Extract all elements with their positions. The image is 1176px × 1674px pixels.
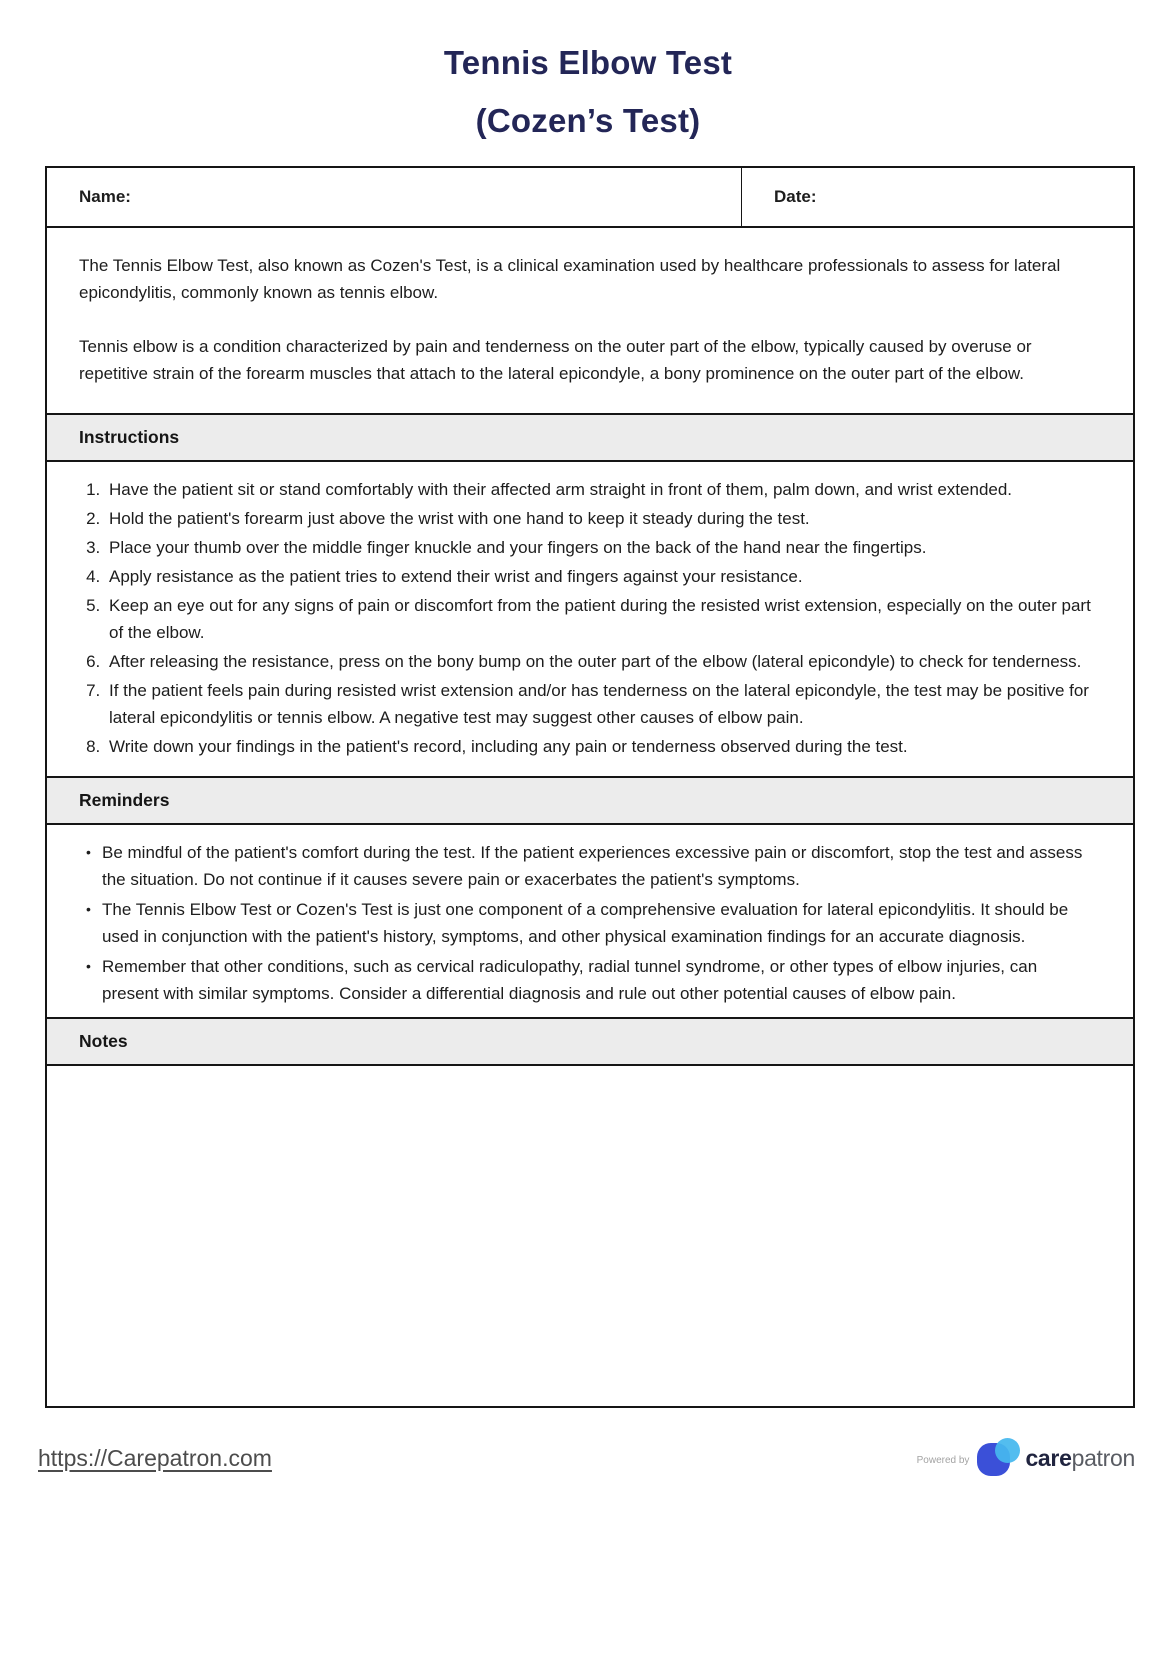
list-item: 6. After releasing the resistance, press on the bony bump on the outer part of the elbow (lateral epicondyle) to check for tenderness. <box>105 648 1097 675</box>
list-item: • Remember that other conditions, such as cervical radiculopathy, radial tunnel syndrome, or other types of elbow injuries, can present with similar symptoms. Consider a differential diagnosis and rule out other potential causes of elbow pain. <box>79 953 1097 1007</box>
logo-light-blob <box>995 1438 1020 1463</box>
list-item: 5. Keep an eye out for any signs of pain or discomfort from the patient during the resisted wrist extension, especially on the outer part of the elbow. <box>105 592 1097 646</box>
wordmark-care: care <box>1025 1444 1072 1471</box>
list-item: 4. Apply resistance as the patient tries to extend their wrist and fingers against your resistance. <box>105 563 1097 590</box>
document-page <box>0 44 1176 1478</box>
powered-by-label: Powered by <box>916 1454 970 1466</box>
list-item: 7. If the patient feels pain during resisted wrist extension and/or has tenderness on the lateral epicondyle, the test may be positive for lateral epicondylitis or tennis elbow. A negative test may suggest other causes of elbow pain. <box>105 677 1097 731</box>
wordmark-patron: patron <box>1071 1444 1135 1471</box>
instructions-list <box>79 476 1097 760</box>
page-title: Tennis Elbow Test <box>443 44 733 81</box>
list-item: 8. Write down your findings in the patient's record, including any pain or tenderness observed during the test. <box>105 733 1097 760</box>
list-item: • The Tennis Elbow Test or Cozen's Test is just one component of a comprehensive evaluation for lateral epicondylitis. It should be used in conjunction with the patient's history, symptoms, and other physical examination findings for an accurate diagnosis. <box>79 896 1097 950</box>
name-field <box>47 168 742 226</box>
date-field <box>742 168 1133 226</box>
carepatron-logo-icon <box>977 1438 1023 1478</box>
list-item: 2. Hold the patient's forearm just above the wrist with one hand to keep it steady during the test. <box>105 505 1097 532</box>
name-label: Name: <box>79 187 131 206</box>
form-body <box>45 166 1135 1408</box>
list-item: 1. Have the patient sit or stand comfortably with their affected arm straight in front of them, palm down, and wrist extended. <box>105 476 1097 503</box>
reminders-header: Reminders <box>47 776 1133 825</box>
intro-paragraph-2: Tennis elbow is a condition characterized by pain and tenderness on the outer part of the elbow, typically caused by overuse or repetitive strain of the forearm muscles that attach to the lateral epicondyle, a bony prominence on the outer part of the elbow. <box>79 337 1032 383</box>
intro-section <box>47 228 1133 413</box>
carepatron-brand <box>917 1438 1135 1478</box>
notes-header: Notes <box>47 1017 1133 1066</box>
date-label: Date: <box>774 187 817 206</box>
instructions-header: Instructions <box>47 413 1133 462</box>
list-item: 3. Place your thumb over the middle finger knuckle and your fingers on the back of the hand near the fingertips. <box>105 534 1097 561</box>
intro-paragraph-1: The Tennis Elbow Test, also known as Cozen's Test, is a clinical examination used by healthcare professionals to assess for lateral epicondylitis, commonly known as tennis elbow. <box>79 256 1061 302</box>
reminders-list <box>79 839 1097 1007</box>
footer <box>38 1438 1135 1478</box>
notes-area <box>47 1066 1133 1406</box>
carepatron-link[interactable]: https://Carepatron.com <box>38 1444 272 1471</box>
name-date-table <box>47 168 1133 228</box>
list-item: • Be mindful of the patient's comfort during the test. If the patient experiences excessive pain or discomfort, stop the test and assess the situation. Do not continue if it causes severe pain or exacerbates the patient's symptoms. <box>79 839 1097 893</box>
carepatron-wordmark <box>1025 1445 1135 1472</box>
page-subtitle: (Cozen’s Test) <box>475 102 701 139</box>
